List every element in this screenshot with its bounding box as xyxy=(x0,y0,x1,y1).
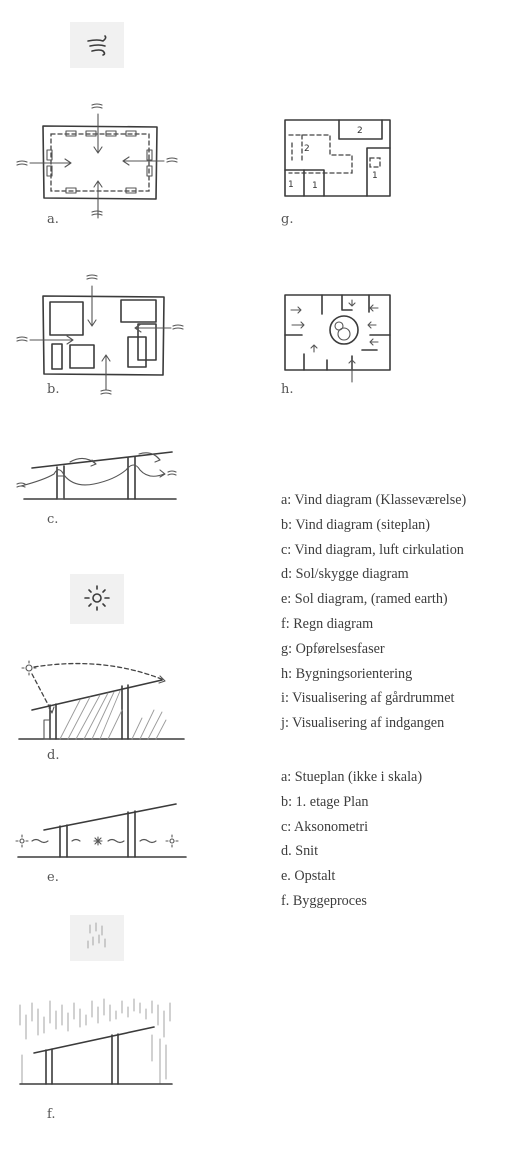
diagram-a-wind-classroom xyxy=(14,100,184,220)
plan-g-number: 1 xyxy=(372,171,378,181)
legend-item: d. Snit xyxy=(281,843,319,860)
legend-item: b: Vind diagram (siteplan) xyxy=(281,516,431,533)
legend-item: i: Visualisering af gårdrummet xyxy=(281,690,455,707)
legend-item: c: Aksonometri xyxy=(281,818,369,835)
legend-item: h: Bygningsorientering xyxy=(281,665,413,682)
diagram-legend xyxy=(281,488,510,736)
sun-icon xyxy=(70,574,124,620)
plan-g-number: 1 xyxy=(288,180,294,190)
label-d: d. xyxy=(47,748,60,763)
diagram-b-wind-siteplan xyxy=(14,272,189,397)
label-a: a. xyxy=(47,212,59,227)
label-b: b. xyxy=(47,382,60,397)
plan-g-number: 2 xyxy=(304,144,310,154)
label-f: f. xyxy=(47,1107,56,1122)
legend-item: g: Opførelsesfaser xyxy=(281,640,385,657)
legend-item: f. Byggeproces xyxy=(281,892,367,909)
label-c: c. xyxy=(47,512,59,527)
label-h: h. xyxy=(281,382,294,397)
legend-item: f: Regn diagram xyxy=(281,615,374,632)
rain-icon-box xyxy=(70,915,124,961)
legend-item: d: Sol/skygge diagram xyxy=(281,566,409,583)
diagram-e-rammed-earth xyxy=(10,790,190,865)
diagram-c-air-circulation xyxy=(14,440,184,510)
diagram-h-building-orientation xyxy=(282,290,397,385)
wind-icon-box xyxy=(70,22,124,68)
plan-g-number: 1 xyxy=(312,181,318,191)
diagram-g-construction-phases xyxy=(282,115,397,200)
legend-item: e. Opstalt xyxy=(281,868,336,885)
label-g: g. xyxy=(281,212,294,227)
diagram-f-rain xyxy=(14,995,174,1095)
wind-icon xyxy=(70,22,124,68)
legend-item: j: Visualisering af indgangen xyxy=(281,715,445,732)
legend-item: b: 1. etage Plan xyxy=(281,793,369,810)
sun-icon-box xyxy=(70,574,124,624)
plan-g-number: 2 xyxy=(357,126,363,136)
legend-item: a: Stueplan (ikke i skala) xyxy=(281,769,423,785)
drawing-legend xyxy=(281,765,510,914)
legend-item: e: Sol diagram, (ramed earth) xyxy=(281,591,448,608)
rain-icon xyxy=(70,915,124,961)
legend-item: a: Vind diagram (Klasseværelse) xyxy=(281,492,467,508)
label-e: e. xyxy=(47,870,59,885)
diagram-d-sun-shadow xyxy=(14,650,186,745)
legend-item: c: Vind diagram, luft cirkulation xyxy=(281,541,464,558)
